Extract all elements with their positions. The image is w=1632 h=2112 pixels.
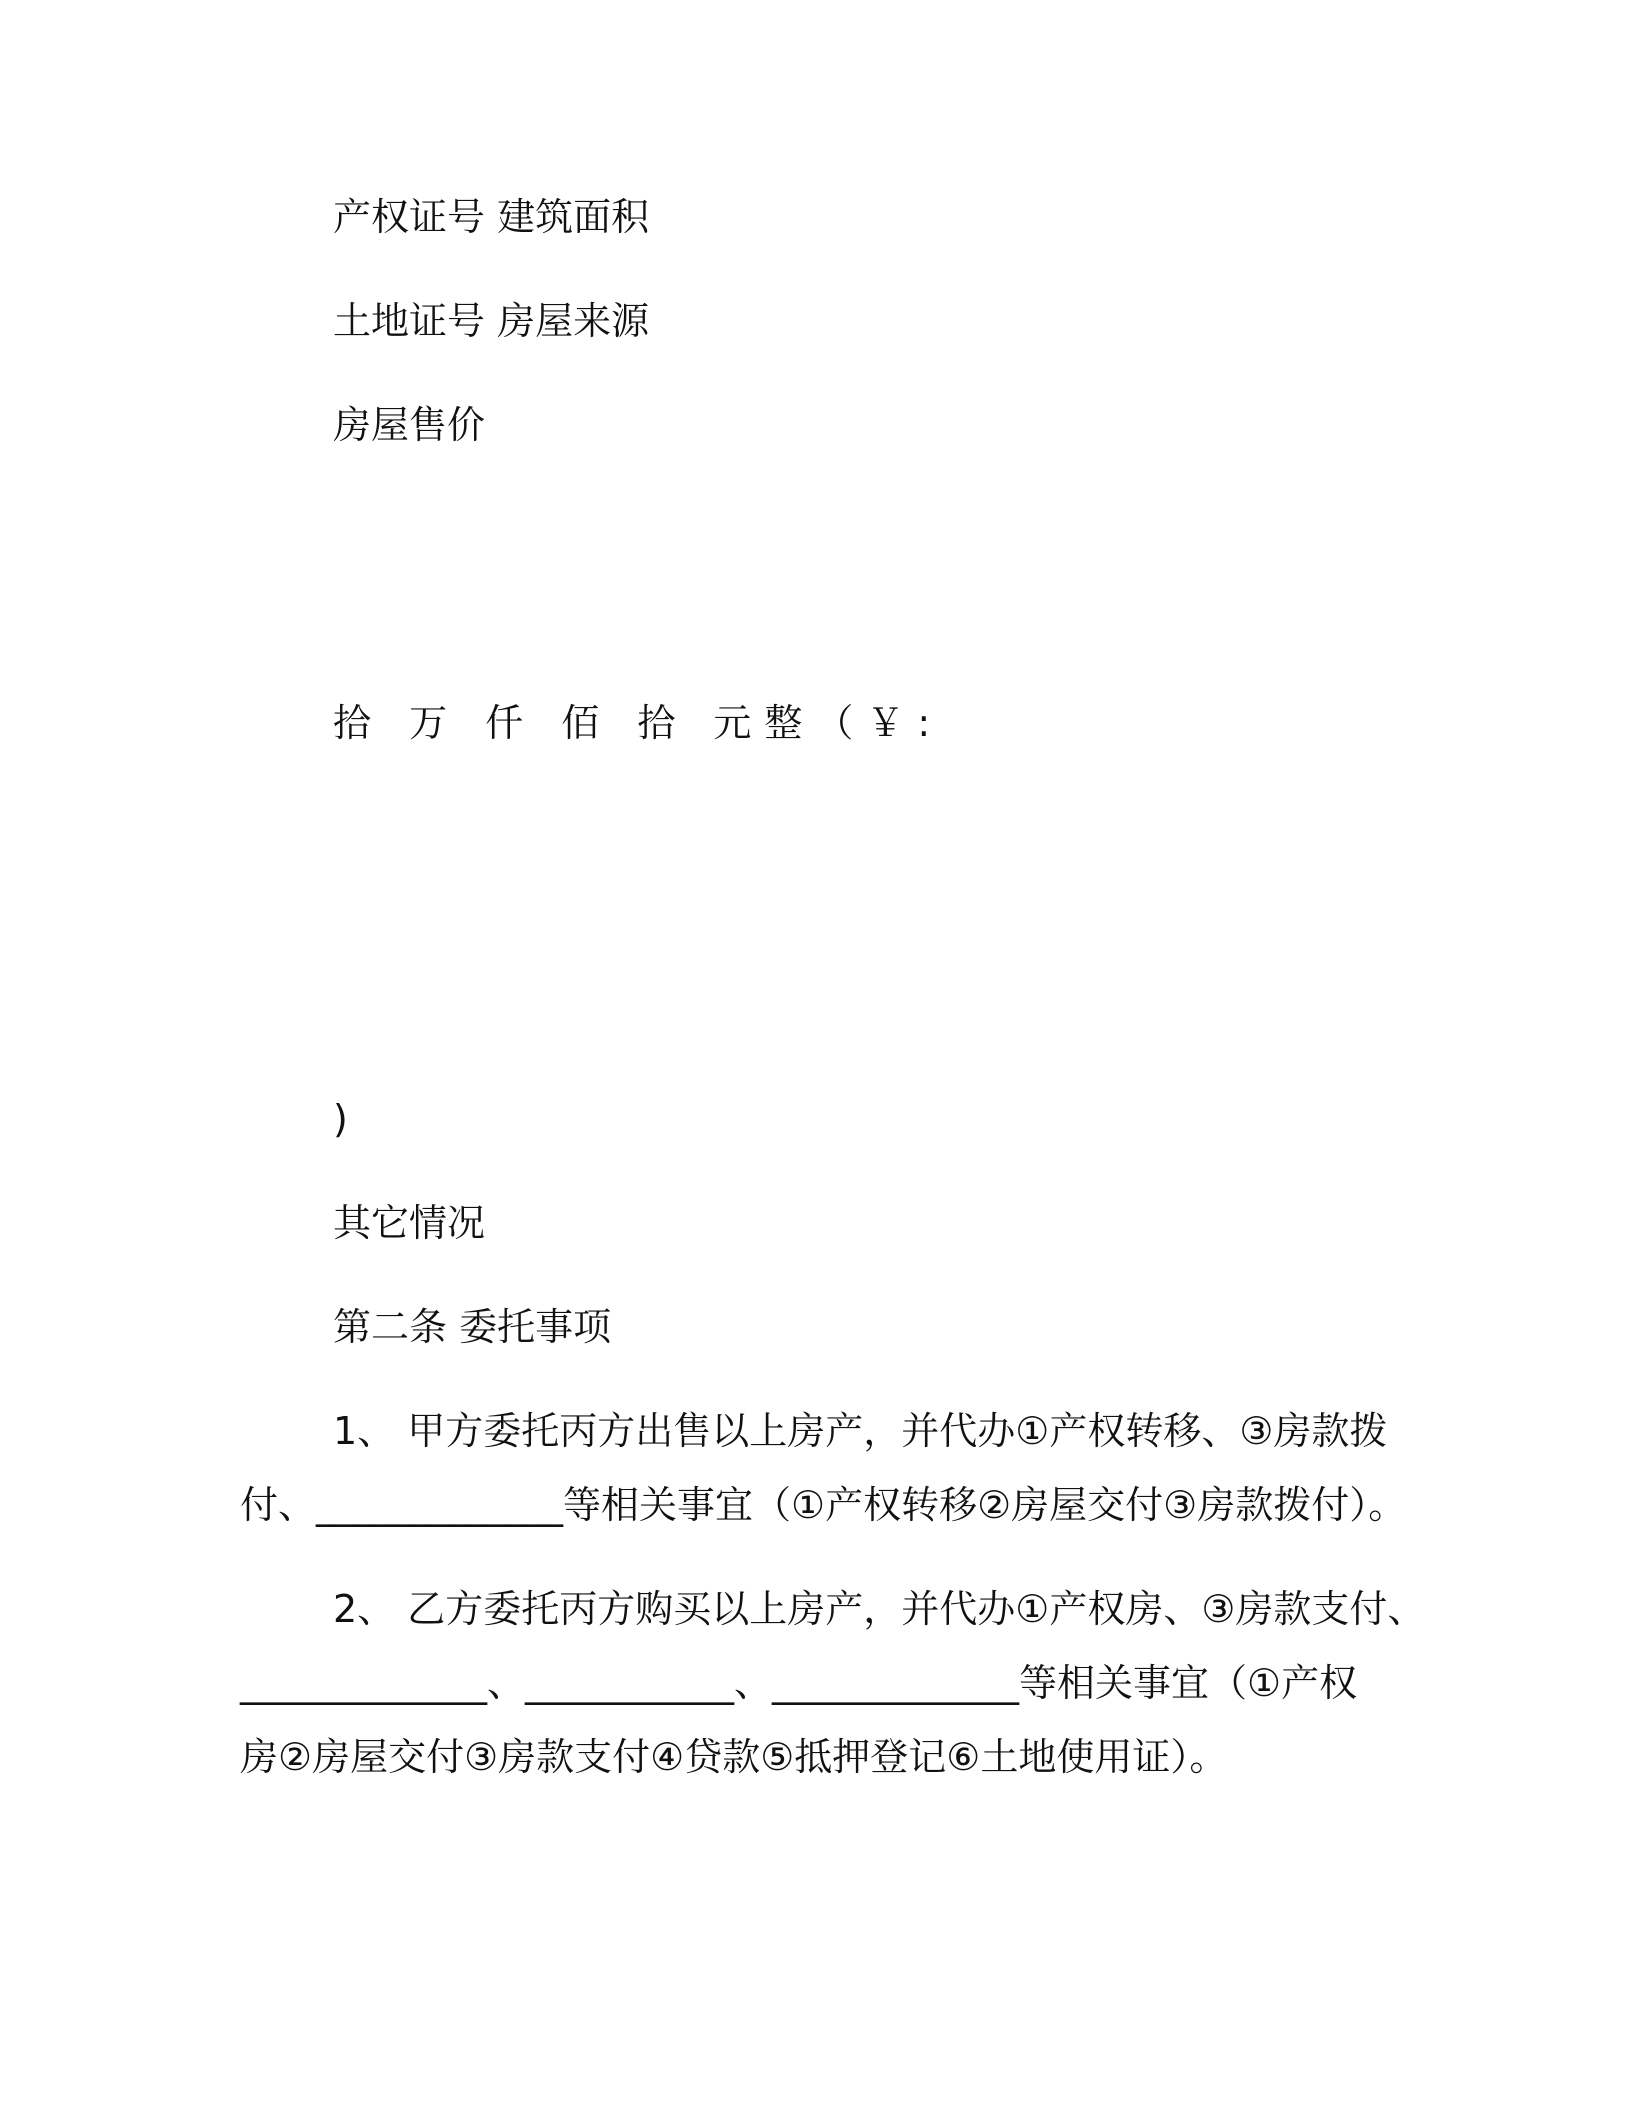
clause-two-line-2: _____________、___________、_____________等相关事宜（①产权	[240, 1661, 1358, 1705]
clause-two-line-1: 2、 乙方委托丙方购买以上房产，并代办①产权房、③房款支付、	[333, 1587, 1426, 1631]
price-amount-line: 拾 万 仟 佰 拾 元整（￥:	[333, 701, 944, 745]
clause-two-line-3: 房②房屋交付③房款支付④贷款⑤抵押登记⑥土地使用证）。	[240, 1735, 1228, 1779]
clause-one-line-1: 1、 甲方委托丙方出售以上房产，并代办①产权转移、③房款拨	[333, 1409, 1388, 1453]
closing-parenthesis: )	[333, 1097, 348, 1141]
other-conditions-label: 其它情况	[333, 1201, 486, 1245]
clause-one-line-2: 付、_____________等相关事宜（①产权转移②房屋交付③房款拨付）。	[240, 1483, 1407, 1527]
property-cert-area-line: 产权证号 建筑面积	[333, 195, 650, 239]
article-two-heading: 第二条 委托事项	[333, 1305, 612, 1349]
land-cert-source-line: 土地证号 房屋来源	[333, 299, 650, 343]
sale-price-label: 房屋售价	[333, 403, 486, 447]
